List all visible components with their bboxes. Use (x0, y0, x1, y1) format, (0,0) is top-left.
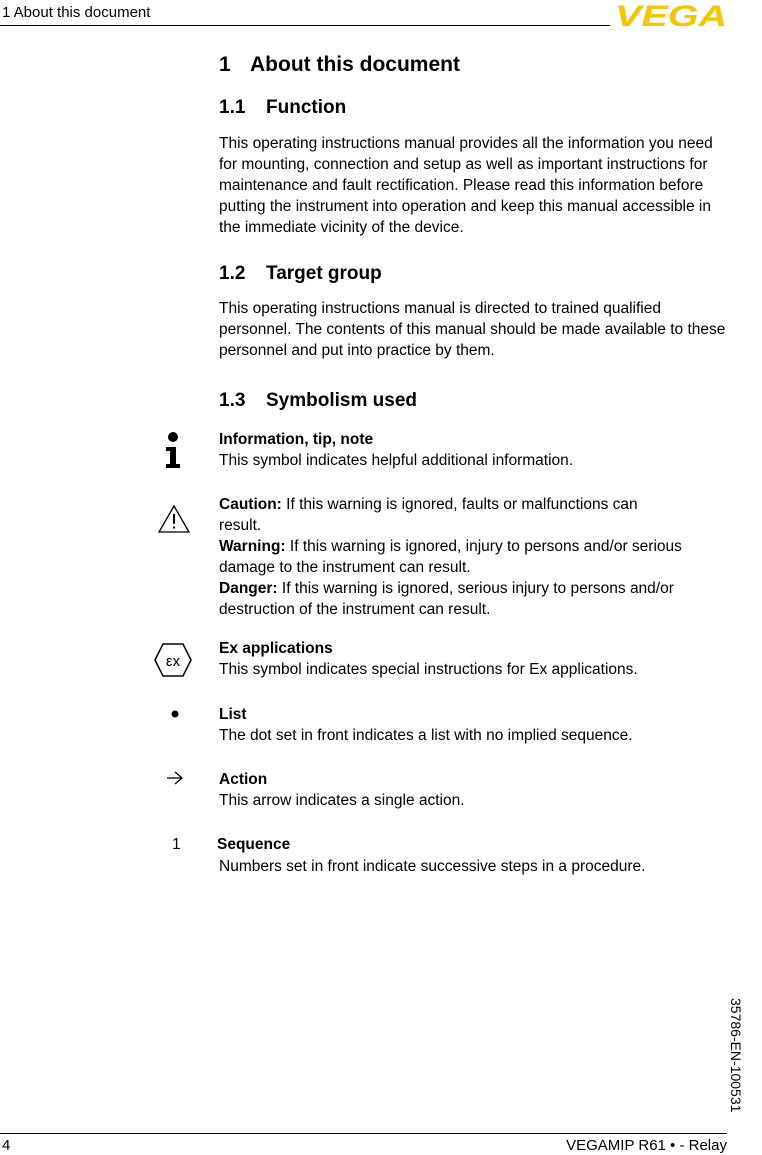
info-icon (163, 432, 183, 470)
section-number: 1.2 (219, 263, 246, 284)
danger-text: If this warning is ignored, serious injury to persons and/or destruction of the instrument can result. (219, 580, 674, 618)
section-title: Function (266, 97, 347, 118)
list-text: The dot set in front indicates a list with no implied sequence. (219, 727, 633, 744)
section-heading-function (219, 97, 731, 119)
product-name: VEGAMIP R61 • - Relay (566, 1137, 727, 1154)
sequence-title: Sequence (217, 836, 291, 853)
info-title: Information, tip, note (219, 431, 374, 448)
target-group-paragraph: This operating instructions manual is directed to trained qualified personnel. The contents of this manual should be made available to these personnel and put into practice by them. (219, 300, 726, 359)
warning-triangle-icon (157, 504, 191, 534)
function-paragraph: This operating instructions manual provides all the information you need for mounting, connection and setup as well as important instructions for maintenance and fault rectification. Please read this information before putting the instrument into operation and keep this manual accessible in the immediate vicinity of the device. (219, 135, 713, 236)
page-number: 4 (2, 1137, 11, 1154)
section-number: 1.3 (219, 390, 246, 411)
section-title: Symbolism used (266, 390, 417, 411)
caution-text: If this warning is ignored, faults or malfunctions can result. (219, 496, 638, 534)
running-header: 1 About this document (2, 4, 151, 21)
document-id: 35786-EN-100531 (728, 998, 744, 1113)
title-number: 1 (219, 53, 231, 76)
arrow-right-icon (165, 770, 185, 786)
section-heading-target-group (219, 263, 731, 285)
caution-block (219, 494, 669, 536)
warning-label: Warning: (219, 538, 286, 555)
warning-block (219, 536, 731, 578)
section-number: 1.1 (219, 97, 246, 118)
svg-text:εx: εx (165, 653, 181, 670)
info-text: This symbol indicates helpful additional information. (219, 452, 574, 469)
caution-label: Caution: (219, 496, 282, 513)
bullet-icon (170, 709, 180, 719)
section-heading-symbolism (219, 390, 731, 412)
header-rule (0, 25, 610, 26)
ex-text: This symbol indicates special instructions for Ex applications. (219, 661, 638, 678)
title-text: About this document (250, 53, 460, 76)
list-title: List (219, 706, 247, 723)
sequence-text: Numbers set in front indicate successive steps in a procedure. (219, 858, 646, 875)
vega-logo-text: VEGA (615, 2, 727, 28)
action-text: This arrow indicates a single action. (219, 792, 465, 809)
danger-block (219, 578, 731, 620)
warning-text: If this warning is ignored, injury to persons and/or serious damage to the instrument can result. (219, 538, 682, 576)
vega-logo (614, 2, 728, 28)
ex-title: Ex applications (219, 640, 333, 657)
section-title: Target group (266, 263, 382, 284)
ex-icon (153, 642, 193, 678)
sequence-number: 1 (172, 836, 181, 853)
danger-label: Danger: (219, 580, 278, 597)
page-title (219, 53, 731, 77)
action-title: Action (219, 771, 268, 788)
footer-rule (0, 1133, 727, 1134)
